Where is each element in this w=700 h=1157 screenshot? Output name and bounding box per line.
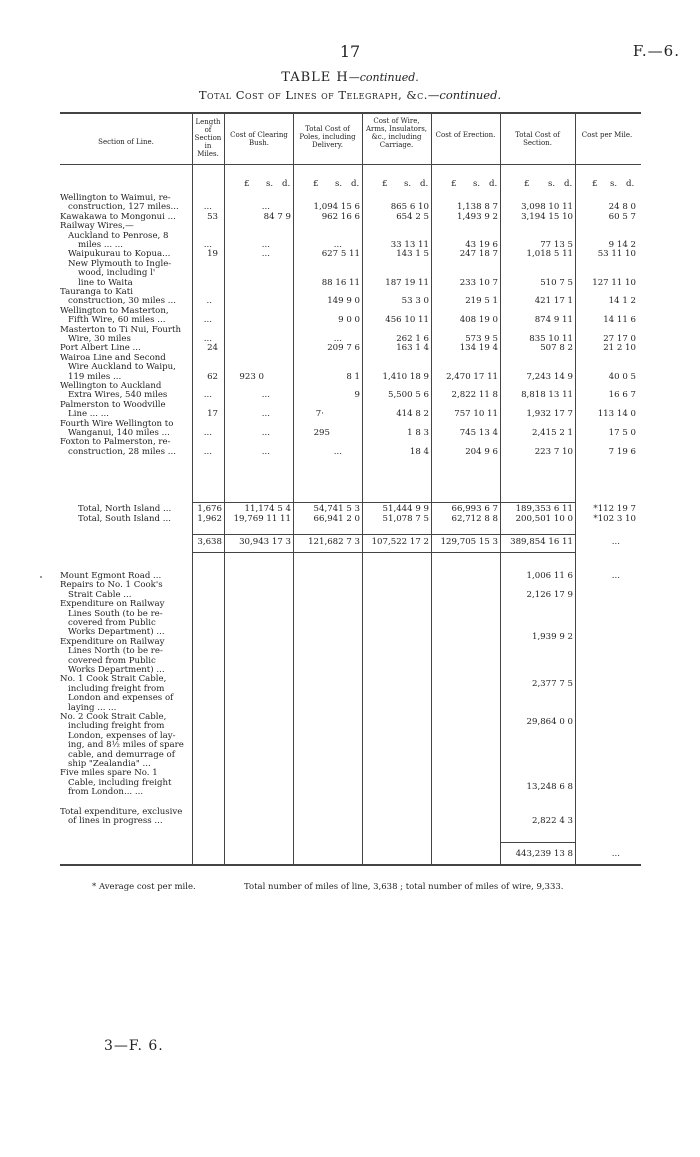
section-label: London and expenses of [68, 693, 174, 703]
table-title-text: TABLE H [281, 70, 349, 85]
table-cell: 1,138 8 7 [456, 202, 498, 212]
table-cell: ... [611, 537, 620, 547]
section-label: covered from Public [68, 656, 156, 666]
section-label: construction, 30 miles ... [68, 296, 176, 306]
totals-rule [192, 502, 575, 503]
table-cell: 443,239 13 8 [515, 849, 573, 859]
table-cell: 923 0 [239, 372, 264, 382]
section-label: Kawakawa to Mongonui ... [60, 212, 176, 222]
column-divider [431, 113, 432, 865]
table-cell: 204 9 6 [465, 447, 498, 457]
section-label: Wire Auckland to Waipu, [68, 362, 176, 372]
table-cell: 9 14 2 [608, 240, 636, 250]
table-cell: 51,078 7 5 [382, 514, 429, 524]
section-label: Works Department) ... [68, 627, 165, 637]
table-cell: 187 19 11 [385, 278, 429, 288]
table-cell: ... [261, 447, 270, 457]
table-cell: 8,818 13 11 [521, 390, 573, 400]
column-divider [362, 113, 363, 865]
table-title [0, 70, 700, 85]
table-cell: ... [203, 428, 212, 438]
section-label: ing, and 8½ miles of spare [68, 740, 184, 750]
section-label: including freight from [68, 684, 165, 694]
section-label: covered from Public [68, 618, 156, 628]
table-cell: 14 11 6 [603, 315, 636, 325]
section-label: Works Department) ... [68, 665, 165, 675]
expenditure-rule [500, 842, 575, 843]
unit-pound: £ [313, 179, 319, 189]
section-label: including freight from [68, 721, 165, 731]
table-cell: 962 16 6 [321, 212, 360, 222]
table-cell: 30,943 17 3 [239, 537, 291, 547]
section-label: Waipukurau to Kopua... [68, 249, 171, 259]
table-cell: 17 [207, 409, 218, 419]
column-divider [293, 113, 294, 865]
grand-total-rule [192, 534, 575, 535]
page-number: 17 [339, 42, 361, 61]
table-cell: 149 9 0 [327, 296, 360, 306]
section-label: Extra Wires, 540 miles [68, 390, 168, 400]
section-label: Wellington to Waimui, re- [60, 193, 171, 203]
table-cell: 16 6 7 [608, 390, 636, 400]
table-cell: 11,174 5 4 [244, 504, 291, 514]
unit-pence: d. [282, 179, 291, 189]
table-cell: .. [206, 296, 212, 306]
unit-pence: d. [351, 179, 360, 189]
table-cell: 43 19 6 [465, 240, 498, 250]
table-cell: 27 17 0 [603, 334, 636, 344]
table-cell: 77 13 5 [540, 240, 573, 250]
table-cell: 865 6 10 [390, 202, 429, 212]
table-cell: 51,444 9 9 [382, 504, 429, 514]
table-cell: 200,501 10 0 [515, 514, 573, 524]
table-cell: 53 3 0 [401, 296, 429, 306]
section-label: Wairoa Line and Second [60, 353, 166, 363]
table-cell: 84 7 9 [263, 212, 291, 222]
table-cell: 1,094 15 6 [313, 202, 360, 212]
header-section: Section of Line. [98, 138, 154, 146]
table-subtitle-continued: —continued. [427, 88, 502, 102]
unit-pound: £ [524, 179, 530, 189]
table-cell: ... [333, 334, 342, 344]
table-cell: 17 5 0 [608, 428, 636, 438]
section-label: Masterton to Ti Nui, Fourth [60, 325, 182, 335]
table-cell: 53 11 10 [597, 249, 636, 259]
table-cell: 2,470 17 11 [446, 372, 498, 382]
section-label: Mount Egmont Road ... [60, 571, 162, 581]
table-cell: 389,854 16 11 [510, 537, 573, 547]
unit-shilling: s. [335, 179, 343, 189]
table-cell: 88 16 11 [321, 278, 360, 288]
table-cell: 1,018 5 11 [526, 249, 573, 259]
section-label: Wire, 30 miles [68, 334, 131, 344]
section-label: London, expenses of lay- [68, 731, 176, 741]
table-cell: 3,638 [197, 537, 222, 547]
table-cell: *112 19 7 [593, 504, 636, 514]
table-cell: 874 9 11 [534, 315, 573, 325]
table-cell: ... [261, 249, 270, 259]
table-cell: 5,500 5 6 [387, 390, 429, 400]
section-label: New Plymouth to Ingle- [68, 259, 172, 269]
section-label: Five miles spare No. 1 [60, 768, 158, 778]
unit-shilling: s. [266, 179, 274, 189]
table-cell: 1,410 18 9 [382, 372, 429, 382]
table-subtitle-text: Total Cost of Lines of Telegraph, &c. [198, 88, 428, 102]
table-cell: 7,243 14 9 [526, 372, 573, 382]
column-divider [575, 113, 576, 865]
section-label: 119 miles ... [68, 372, 122, 382]
unit-pence: d. [489, 179, 498, 189]
table-cell: ... [611, 849, 620, 859]
table-cell: 2,126 17 9 [526, 590, 573, 600]
table-cell: 2,822 11 8 [451, 390, 498, 400]
section-label: wood, including l' [78, 268, 156, 278]
footnote-average: * Average cost per mile. [92, 882, 196, 892]
table-cell: ... [261, 409, 270, 419]
table-cell: 8 1 [346, 372, 360, 382]
section-label: Line ... ... [68, 409, 109, 419]
table-cell: 414 8 2 [396, 409, 429, 419]
table-cell: 24 8 0 [608, 202, 636, 212]
header-poles: Total Cost of Poles, including Delivery. [299, 125, 356, 149]
table-cell: 262 1 6 [396, 334, 429, 344]
table-cell: ... [261, 390, 270, 400]
table-cell: 54,741 5 3 [313, 504, 360, 514]
document-reference: F.—6. [632, 42, 680, 60]
table-cell: 24 [207, 343, 218, 353]
table-cell: 209 7 6 [327, 343, 360, 353]
grand-total-bottom-rule [192, 552, 575, 553]
table-cell: 456 10 11 [385, 315, 429, 325]
section-label: cable, and demurrage of [68, 750, 175, 760]
section-label: Expenditure on Railway [60, 599, 165, 609]
table-cell: ... [203, 390, 212, 400]
table-cell: 745 13 4 [459, 428, 498, 438]
table-cell: ... [261, 202, 270, 212]
table-cell: 19,769 11 11 [233, 514, 291, 524]
table-cell: 233 10 7 [459, 278, 498, 288]
section-label: Expenditure on Railway [60, 637, 165, 647]
table-cell: 2,377 7 5 [531, 679, 573, 689]
table-cell: 1,676 [197, 504, 222, 514]
table-bottom-rule [60, 864, 641, 866]
table-cell: ... [203, 315, 212, 325]
table-cell: ... [203, 202, 212, 212]
table-cell: 295 [313, 428, 330, 438]
table-title-continued: —continued. [348, 71, 419, 84]
header-total: Total Cost of Section. [515, 131, 560, 147]
header-bottom-rule [60, 164, 641, 165]
table-cell: 143 1 5 [396, 249, 429, 259]
table-cell: 21 2 10 [603, 343, 636, 353]
table-cell: 189,353 6 11 [515, 504, 573, 514]
section-label: Tauranga to Kati [60, 287, 133, 297]
table-cell: 2,415 2 1 [531, 428, 573, 438]
unit-shilling: s. [473, 179, 481, 189]
section-label: Total, South Island ... [78, 514, 171, 524]
section-label: Auckland to Penrose, 8 [68, 231, 169, 241]
unit-pence: d. [626, 179, 635, 189]
section-label: Railway Wires,— [60, 221, 134, 231]
ellipsis-mark [40, 576, 42, 578]
section-label: Wanganui, 140 miles ... [68, 428, 170, 438]
table-cell: 40 0 5 [608, 372, 636, 382]
unit-pound: £ [592, 179, 598, 189]
table-cell: 53 [207, 212, 218, 222]
section-label: Strait Cable ... [68, 590, 132, 600]
table-cell: 13,248 6 8 [526, 782, 573, 792]
table-cell: 62 [207, 372, 218, 382]
section-label: line to Waita [78, 278, 133, 288]
unit-pound: £ [382, 179, 388, 189]
table-cell: 507 8 2 [540, 343, 573, 353]
table-cell: 835 10 11 [529, 334, 573, 344]
table-cell: 1,493 9 2 [456, 212, 498, 222]
table-cell: 127 11 10 [592, 278, 636, 288]
table-cell: 573 9 5 [465, 334, 498, 344]
section-label: Palmerston to Woodville [60, 400, 166, 410]
table-cell: 134 19 4 [459, 343, 498, 353]
table-cell: 121,682 7 3 [308, 537, 360, 547]
section-label: Wellington to Masterton, [60, 306, 169, 316]
section-label: Fourth Wire Wellington to [60, 419, 174, 429]
section-label: Foxton to Palmerston, re- [60, 437, 171, 447]
section-label: No. 1 Cook Strait Cable, [60, 674, 167, 684]
table-cell: 62,712 8 8 [451, 514, 498, 524]
header-length: Length of Section in Miles. [194, 118, 222, 158]
table-cell: 7· [315, 409, 324, 419]
page-signature: 3—F. 6. [104, 1038, 164, 1054]
table-cell: *102 3 10 [593, 514, 636, 524]
table-cell: ... [203, 447, 212, 457]
unit-shilling: s. [610, 179, 618, 189]
section-label: Wellington to Auckland [60, 381, 162, 391]
table-cell: 107,522 17 2 [371, 537, 429, 547]
table-cell: 18 4 [409, 447, 429, 457]
table-cell: 247 18 7 [459, 249, 498, 259]
section-label: Port Albert Line ... [60, 343, 141, 353]
section-label: Cable, including freight [68, 778, 172, 788]
table-cell: 627 5 11 [321, 249, 360, 259]
section-label: construction, 127 miles... [68, 202, 179, 212]
table-subtitle [0, 88, 700, 102]
section-label: Lines South (to be re- [68, 609, 163, 619]
column-divider [192, 113, 193, 865]
table-cell: 3,098 10 11 [521, 202, 573, 212]
table-cell: ... [203, 240, 212, 250]
section-label: of lines in progress ... [68, 816, 163, 826]
section-label: laying ... ... [68, 703, 117, 713]
table-cell: 66,993 6 7 [451, 504, 498, 514]
table-cell: 757 10 11 [454, 409, 498, 419]
table-cell: 1,932 17 7 [526, 409, 573, 419]
table-cell: 14 1 2 [608, 296, 636, 306]
table-cell: 1,962 [197, 514, 222, 524]
table-cell: 654 2 5 [396, 212, 429, 222]
table-cell: ... [333, 240, 342, 250]
section-label: Repairs to No. 1 Cook's [60, 580, 163, 590]
section-label: Fifth Wire, 60 miles ... [68, 315, 166, 325]
table-cell: 1,939 9 2 [531, 632, 573, 642]
table-top-rule [60, 112, 641, 114]
table-cell: 29,864 0 0 [526, 717, 573, 727]
table-cell: 1,006 11 6 [526, 571, 573, 581]
section-label: from London... ... [68, 787, 144, 797]
unit-shilling: s. [404, 179, 412, 189]
table-cell: ... [261, 428, 270, 438]
table-cell: 60 5 7 [608, 212, 636, 222]
section-label: miles ... ... [78, 240, 123, 250]
table-cell: 223 7 10 [534, 447, 573, 457]
table-cell: 9 0 0 [338, 315, 360, 325]
table-cell: ... [333, 447, 342, 457]
unit-shilling: s. [548, 179, 556, 189]
table-cell: 219 5 1 [465, 296, 498, 306]
unit-pound: £ [244, 179, 250, 189]
unit-pound: £ [451, 179, 457, 189]
table-cell: ... [611, 571, 620, 581]
table-cell: 19 [207, 249, 218, 259]
table-cell: ... [261, 240, 270, 250]
section-label: Total expenditure, exclusive [60, 807, 183, 817]
table-cell: 113 14 0 [597, 409, 636, 419]
header-per-mile: Cost per Mile. [581, 131, 633, 139]
table-cell: 7 19 6 [608, 447, 636, 457]
table-cell: ... [203, 334, 212, 344]
section-label: Total, North Island ... [78, 504, 172, 514]
table-cell: 163 1 4 [396, 343, 429, 353]
header-wire: Cost of Wire, Arms, Insulators, &c., including Carriage. [365, 117, 428, 149]
table-cell: 66,941 2 0 [313, 514, 360, 524]
column-divider [500, 113, 501, 865]
table-cell: 408 19 0 [459, 315, 498, 325]
section-label: Lines North (to be re- [68, 646, 163, 656]
unit-pence: d. [564, 179, 573, 189]
section-label: construction, 28 miles ... [68, 447, 176, 457]
table-cell: 9 [354, 390, 360, 400]
table-cell: 2,822 4 3 [531, 816, 573, 826]
section-label: No. 2 Cook Strait Cable, [60, 712, 167, 722]
table-cell: 3,194 15 10 [521, 212, 573, 222]
table-cell: 1 8 3 [407, 428, 429, 438]
header-erection: Cost of Erection. [435, 131, 496, 139]
table-cell: 421 17 1 [534, 296, 573, 306]
unit-pence: d. [420, 179, 429, 189]
column-divider [224, 113, 225, 865]
table-cell: 510 7 5 [540, 278, 573, 288]
footnote-miles: Total number of miles of line, 3,638 ; total number of miles of wire, 9,333. [244, 882, 564, 892]
table-cell: 129,705 15 3 [440, 537, 498, 547]
header-clearing: Cost of Clearing Bush. [230, 131, 288, 147]
section-label: ship "Zealandia" ... [68, 759, 151, 769]
table-cell: 33 13 11 [390, 240, 429, 250]
